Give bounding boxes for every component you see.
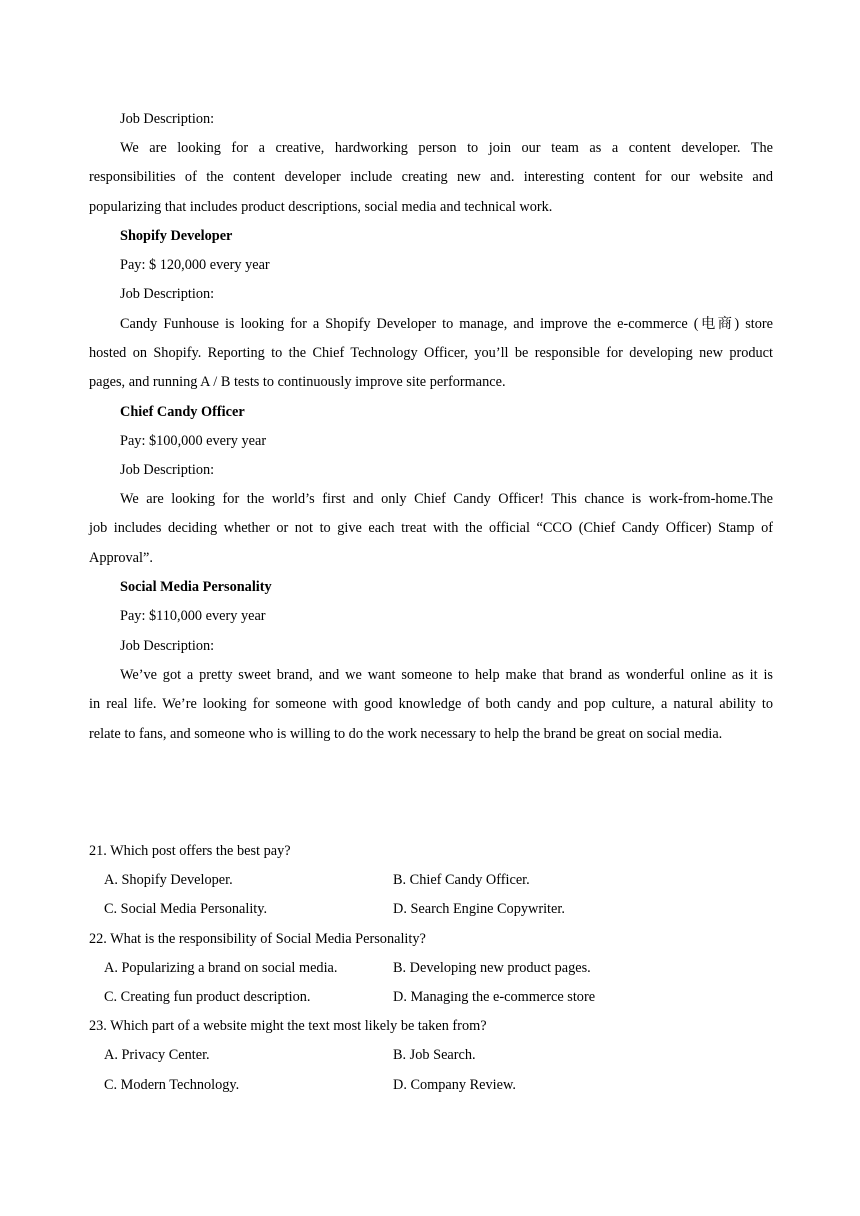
job-description-text: We’ve got a pretty sweet brand, and we want someone to help make that brand as wonderful online as it is — [120, 667, 773, 683]
question-stem: 22. What is the responsibility of Social Media Personality? — [89, 931, 426, 947]
job-description-text: relate to fans, and someone who is willing to do the work necessary to help the brand be great on social media. — [89, 726, 723, 742]
answer-option-d: D. Managing the e-commerce store — [393, 989, 596, 1005]
answer-option-b: B. Job Search. — [393, 1047, 476, 1063]
answer-option-a: A. Popularizing a brand on social media. — [104, 960, 338, 976]
job-description-text: pages, and running A / B tests to continuously improve site performance. — [89, 374, 506, 390]
job-description-text: We are looking for the world’s first and only Chief Candy Officer! This chance is work-from-home.The — [120, 491, 773, 507]
job-description-label: Job Description: — [120, 111, 215, 127]
job-description-label: Job Description: — [120, 286, 215, 302]
job-description-label: Job Description: — [120, 638, 215, 654]
answer-option-d: D. Company Review. — [393, 1077, 516, 1093]
job-title: Chief Candy Officer — [120, 404, 245, 420]
answer-option-d: D. Search Engine Copywriter. — [393, 901, 565, 917]
answer-option-b: B. Chief Candy Officer. — [393, 872, 530, 888]
answer-option-a: A. Privacy Center. — [104, 1047, 210, 1063]
job-description-text: popularizing that includes product descriptions, social media and technical work. — [89, 199, 553, 215]
job-description-text: job includes deciding whether or not to give each treat with the official “CCO (Chief Candy Officer) Stamp of — [89, 520, 773, 536]
answer-option-c: C. Creating fun product description. — [104, 989, 311, 1005]
answer-option-c: C. Modern Technology. — [104, 1077, 240, 1093]
answer-option-a: A. Shopify Developer. — [104, 872, 233, 888]
answer-option-c: C. Social Media Personality. — [104, 901, 268, 917]
job-description-text: We are looking for a creative, hardworking person to join our team as a content developer. The — [120, 140, 773, 156]
job-description-text: Candy Funhouse is looking for a Shopify Developer to manage, and improve the e-commerce (电商) store — [120, 316, 773, 332]
job-pay: Pay: $ 120,000 every year — [120, 257, 270, 273]
question-stem: 23. Which part of a website might the text most likely be taken from? — [89, 1018, 487, 1034]
job-description-label: Job Description: — [120, 462, 215, 478]
question-stem: 21. Which post offers the best pay? — [89, 843, 291, 859]
answer-option-b: B. Developing new product pages. — [393, 960, 591, 976]
job-description-text: hosted on Shopify. Reporting to the Chief Technology Officer, you’ll be responsible for developing new product — [89, 345, 773, 361]
job-description-text: in real life. We’re looking for someone with good knowledge of both candy and pop culture, a natural ability to — [89, 696, 773, 712]
job-title: Shopify Developer — [120, 228, 233, 244]
job-description-text: Approval”. — [89, 550, 153, 566]
job-description-text: responsibilities of the content developer include creating new and. interesting content for our website and — [89, 169, 773, 185]
job-pay: Pay: $110,000 every year — [120, 608, 266, 624]
job-pay: Pay: $100,000 every year — [120, 433, 267, 449]
job-title: Social Media Personality — [120, 579, 272, 595]
